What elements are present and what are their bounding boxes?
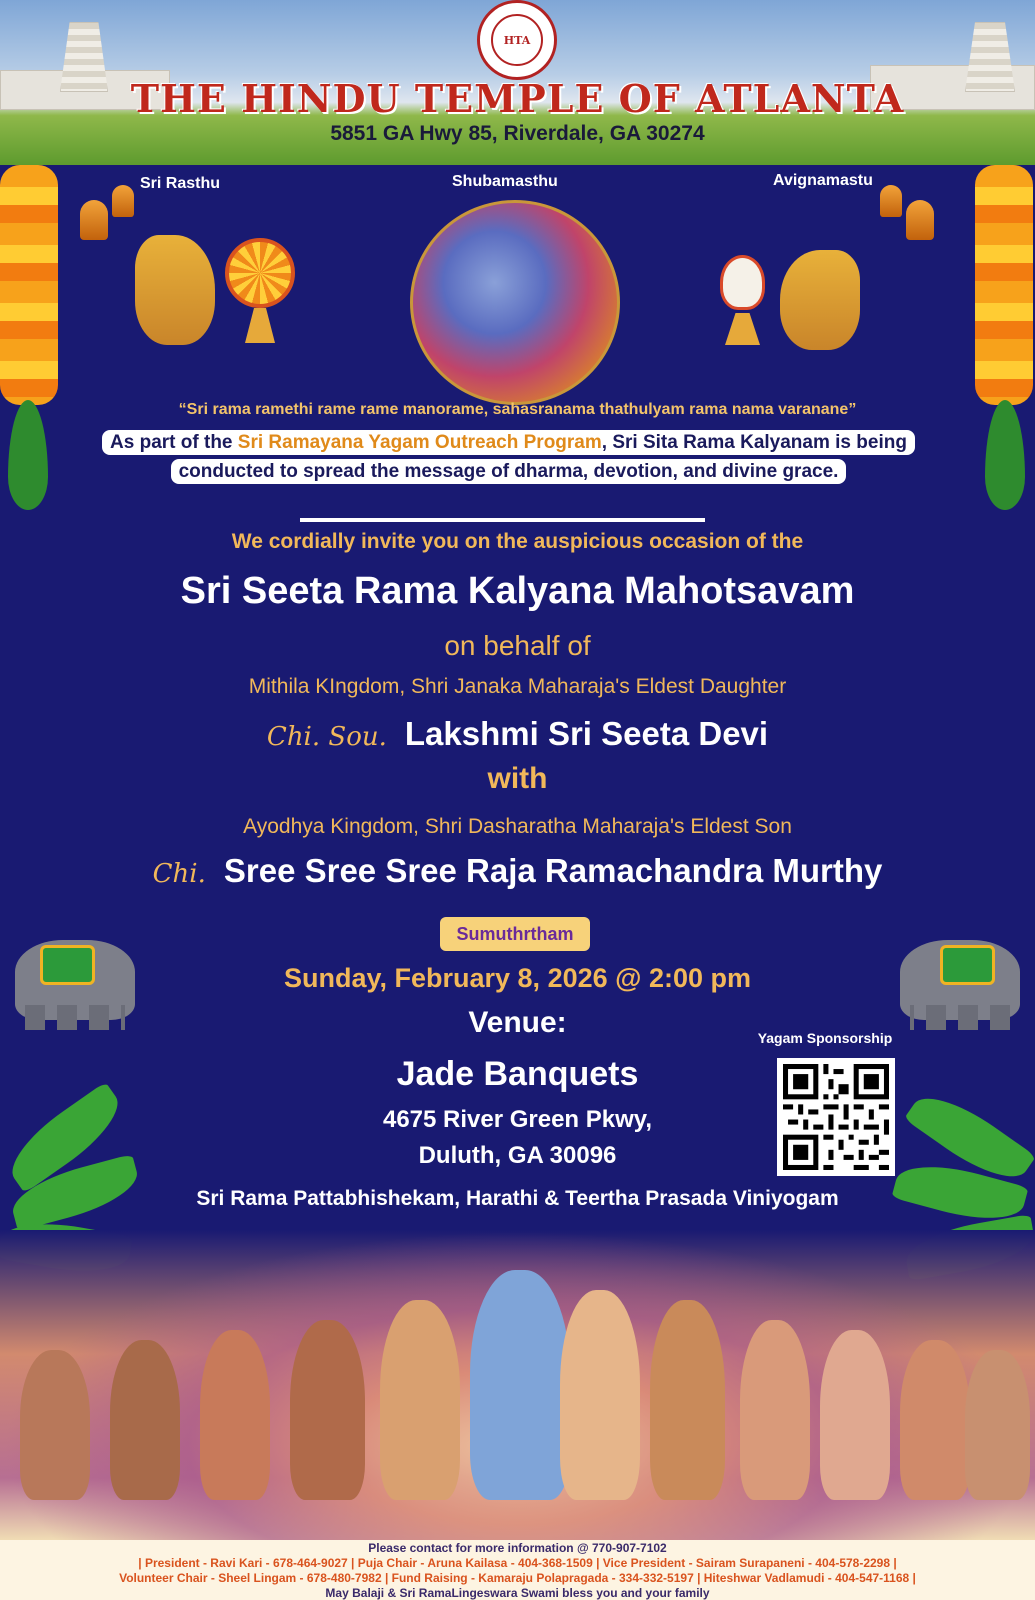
venue-address-line-1: 4675 River Green Pkwy, (382, 1106, 653, 1133)
committee-line-2: Volunteer Chair - Sheel Lingam - 678-480-7982 | Fund Raising - Kamaraju Polapragada - 334-332-5197 | Hiteshwar Vadlamudi - 404-547-1168 | (119, 1571, 916, 1585)
conch-shell-icon (705, 245, 780, 345)
venue-name: Jade Banquets (396, 1055, 639, 1093)
shloka-quote: “Sri rama ramethi rame rame manorame, sahasranama thathulyam rama nama varanane” (178, 401, 857, 418)
groom-prefix: Chi. (152, 859, 206, 889)
bride-origin: Mithila KIngdom, Shri Janaka Maharaja's Eldest Daughter (248, 675, 787, 698)
marigold-garland-icon (975, 165, 1033, 405)
venue-label: Venue: (468, 1006, 567, 1039)
bride-prefix: Chi. Sou. (266, 722, 387, 752)
event-title: Sri Seeta Rama Kalyana Mahotsavam (180, 570, 855, 612)
intro-prefix: As part of the (110, 432, 238, 453)
contact-line: Please contact for more information @ 770-907-7102 (368, 1541, 667, 1555)
groom-origin: Ayodhya Kingdom, Shri Dasharatha Maharaja's Eldest Son (243, 815, 792, 838)
temple-bell-icon (80, 200, 108, 240)
footer-contacts (0, 1540, 1035, 1600)
groom-name: Sree Sree Sree Raja Ramachandra Murthy (223, 852, 883, 889)
header-banner (0, 0, 1035, 165)
on-behalf-of: on behalf of (444, 630, 591, 661)
temple-name: THE HINDU TEMPLE OF ATLANTA (130, 76, 905, 121)
program-name-highlight: Sri Ramayana Yagam Outreach Program (237, 432, 602, 453)
qr-code-icon (783, 1064, 889, 1170)
intro-callout (96, 430, 921, 490)
hanuman-icon (780, 250, 860, 350)
venue-address-line-2: Duluth, GA 30096 (418, 1142, 617, 1169)
sudarshana-chakra-icon (215, 238, 305, 343)
qr-label: Yagam Sponsorship (757, 1030, 893, 1046)
blessing-left: Sri Rasthu (140, 175, 221, 192)
committee-line-1: | President - Ravi Kari - 678-464-9027 | Puja Chair - Aruna Kailasa - 404-368-1509 | Vice President - Sairam Surapaneni - 404-578-2298 | (138, 1556, 897, 1570)
muhurtham-badge: Sumuthrtham (440, 917, 590, 951)
intro-line-2: conducted to spread the message of dharma, devotion, and divine grace. (96, 461, 921, 483)
bride-name: Lakshmi Sri Seeta Devi (404, 715, 769, 752)
blessing-center: Shubamasthu (452, 173, 558, 190)
rama-pattabhishekam-illustration (0, 1230, 1035, 1540)
temple-bell-icon (906, 200, 934, 240)
closing-blessing: May Balaji & Sri RamaLingeswara Swami bless you and your family (325, 1586, 710, 1600)
logo-text: HTA (491, 14, 543, 66)
program-details: Sri Rama Pattabhishekam, Harathi & Teertha Prasada Viniyogam (196, 1187, 839, 1210)
hanuman-icon (135, 235, 215, 345)
intro-line-1 (96, 432, 921, 454)
marigold-garland-icon (0, 165, 58, 405)
sita-rama-portrait (410, 200, 620, 405)
with-label: with (487, 762, 548, 795)
temple-address: 5851 GA Hwy 85, Riverdale, GA 30274 (330, 122, 705, 145)
groom-row (0, 852, 1035, 890)
temple-bell-icon (112, 185, 134, 217)
blessing-right: Avignamastu (773, 172, 873, 189)
event-datetime: Sunday, February 8, 2026 @ 2:00 pm (283, 963, 751, 993)
divider (300, 518, 705, 522)
invite-line: We cordially invite you on the auspicious occasion of the (231, 530, 804, 553)
temple-logo (477, 0, 557, 80)
bride-row (0, 715, 1035, 753)
temple-bell-icon (880, 185, 902, 217)
sponsorship-qr-code[interactable] (777, 1058, 895, 1176)
intro-suffix: , Sri Sita Rama Kalyanam is being (601, 432, 907, 453)
